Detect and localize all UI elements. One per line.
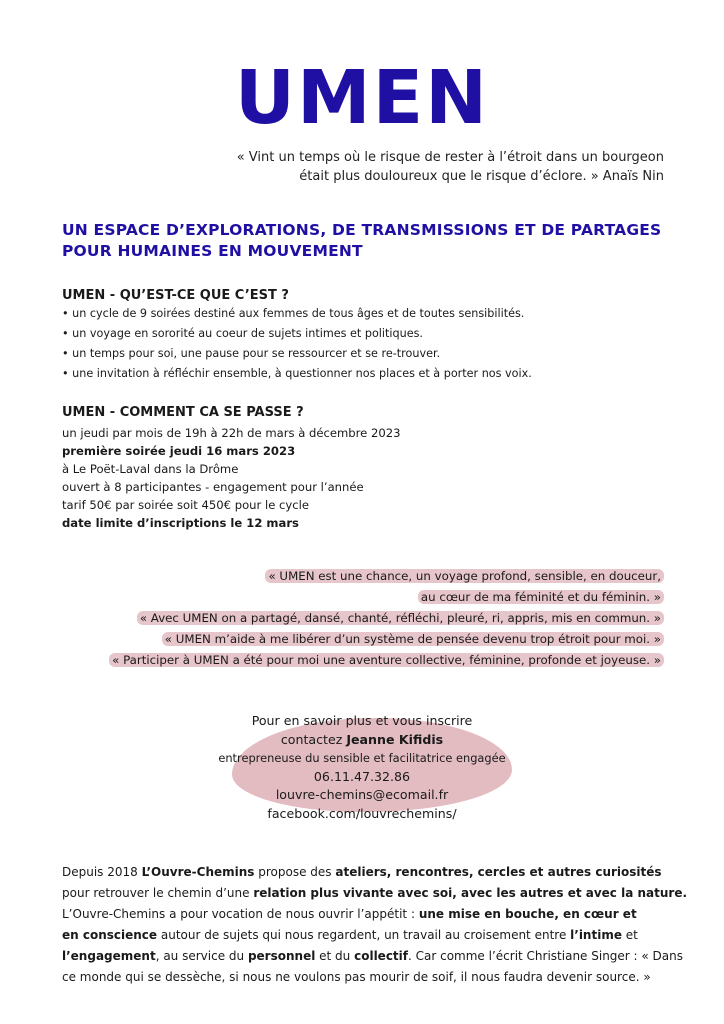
about-bold: L’Ouvre-Chemins [141, 865, 255, 879]
contact-block [150, 712, 574, 824]
about-paragraph [62, 862, 688, 988]
info-line-first-evening: première soirée jeudi 16 mars 2023 [62, 444, 296, 458]
about-text: ce monde qui se dessèche, si nous ne voulons pas mourir de soif, il nous faudra devenir source. » [62, 970, 651, 984]
about-bold: en conscience [62, 928, 158, 942]
testimonial-line: « Participer à UMEN a été pour moi une aventure collective, féminine, profonde et joyeuse. » [109, 653, 664, 667]
testimonial-line: « Avec UMEN on a partagé, dansé, chanté, réfléchi, pleuré, ri, appris, mis en commun. » [137, 611, 664, 625]
info-line: ouvert à 8 participantes - engagement pour l’année [62, 480, 364, 494]
heading-line: POUR HUMAINES EN MOUVEMENT [62, 242, 363, 260]
contact-facebook[interactable]: facebook.com/louvrechemins/ [267, 805, 457, 821]
about-line [62, 904, 666, 925]
about-text: L’Ouvre-Chemins a pour vocation de nous ouvrir l’appétit : [62, 907, 419, 921]
what-list [62, 304, 532, 384]
testimonial-line: « UMEN m’aide à me libérer d’un système de pensée devenu trop étroit pour moi. » [162, 632, 664, 646]
about-line [62, 967, 666, 988]
contact-intro: Pour en savoir plus et vous inscrire [251, 713, 473, 728]
about-text: autour de sujets qui nous regardent, un travail au croisement entre [157, 928, 571, 942]
info-line-deadline: date limite d’inscriptions le 12 mars [62, 516, 299, 530]
list-item: • un temps pour soi, une pause pour se ressourcer et se re-trouver. [62, 344, 532, 364]
contact-email[interactable]: louvre-chemins@ecomail.fr [275, 787, 449, 803]
about-bold: ateliers, rencontres, cercles et autres curiosités [335, 865, 662, 879]
about-bold: l’engagement [62, 949, 156, 963]
main-heading [62, 220, 682, 262]
contact-name: Jeanne Kifidis [346, 731, 444, 747]
about-line [62, 862, 666, 883]
about-text: pour retrouver le chemin d’une [62, 886, 254, 900]
testimonial-line: au cœur de ma féminité et du féminin. » [418, 590, 664, 604]
quote-line: « Vint un temps où le risque de rester à l’étroit dans un bourgeon [236, 150, 664, 165]
about-text: et [621, 928, 638, 942]
list-item: • un voyage en sororité au coeur de sujets intimes et politiques. [62, 324, 532, 344]
info-line: à Le Poët-Laval dans la Drôme [62, 462, 239, 476]
about-text: et du [315, 949, 355, 963]
list-item: • une invitation à réfléchir ensemble, à questionner nos places et à porter nos voix. [62, 364, 532, 384]
contact-phone[interactable]: 06.11.47.32.86 [313, 768, 411, 784]
testimonial-line: « UMEN est une chance, un voyage profond, sensible, en douceur, [265, 569, 664, 583]
about-line [62, 883, 688, 904]
heading-line: UN ESPACE D’EXPLORATIONS, DE TRANSMISSIONS ET DE PARTAGES [62, 221, 662, 239]
epigraph-quote [104, 148, 664, 186]
contact-role: entrepreneuse du sensible et facilitatrice engagée [218, 751, 506, 766]
info-line: un jeudi par mois de 19h à 22h de mars à décembre 2023 [62, 426, 401, 440]
quote-line: était plus douloureux que le risque d’éclore. » Anaïs Nin [299, 169, 664, 184]
about-text: propose des [254, 865, 336, 879]
contact-person-line [150, 731, 574, 750]
about-line [62, 925, 666, 946]
about-bold: relation plus vivante avec soi, avec les autres et avec la nature. [253, 886, 688, 900]
section-title-what: UMEN - QU’EST-CE QUE C’EST ? [62, 288, 289, 303]
info-line: tarif 50€ par soirée soit 450€ pour le cycle [62, 498, 309, 512]
section-title-how: UMEN - COMMENT CA SE PASSE ? [62, 405, 304, 420]
about-bold: collectif [354, 949, 408, 963]
contact-prefix: contactez [280, 731, 347, 747]
testimonials [109, 566, 664, 671]
about-bold: une mise en bouche, en cœur et [418, 907, 637, 921]
page-title: UMEN [234, 55, 490, 141]
about-text: Depuis 2018 [62, 865, 142, 879]
about-bold: l’intime [570, 928, 622, 942]
about-text: , au service du [155, 949, 248, 963]
about-line [62, 946, 684, 967]
about-text: . Car comme l’écrit Christiane Singer : « Dans [408, 949, 684, 963]
about-bold: personnel [247, 949, 316, 963]
how-info [62, 424, 400, 532]
list-item: • un cycle de 9 soirées destiné aux femmes de tous âges et de toutes sensibilités. [62, 304, 532, 324]
